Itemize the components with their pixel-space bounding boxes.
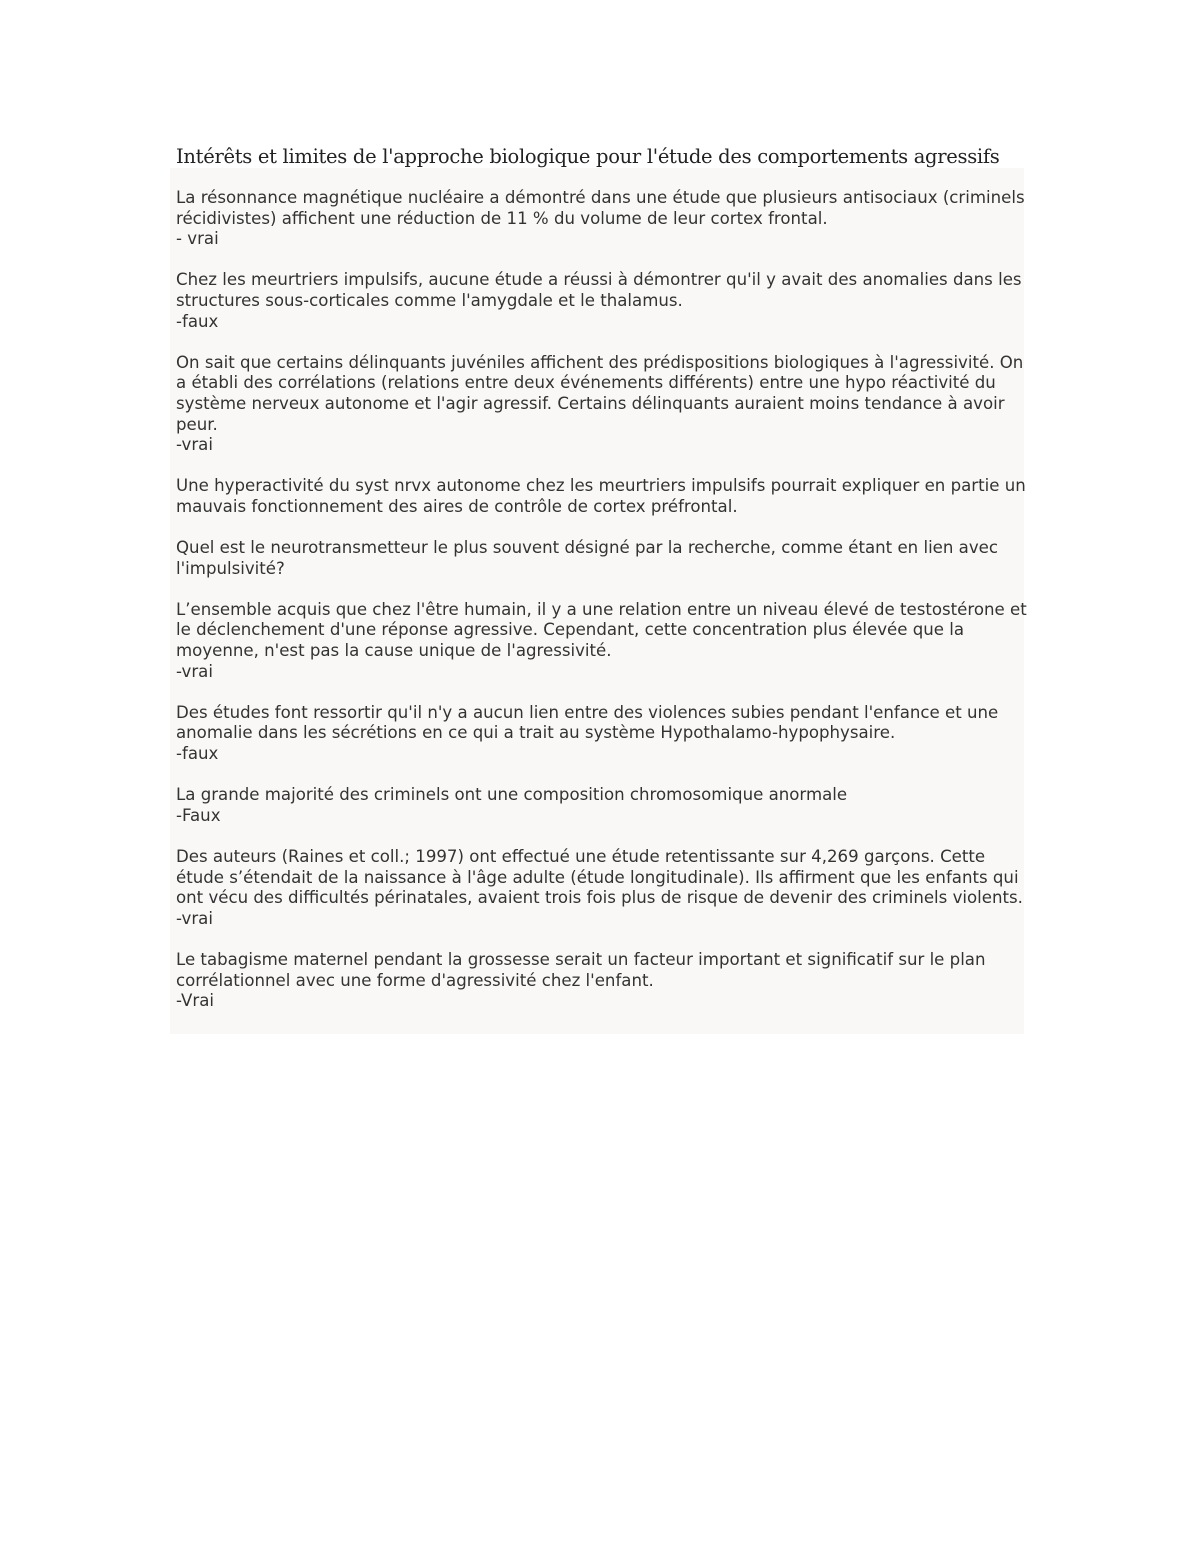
- question-text: L’ensemble acquis que chez l'être humain, il y a une relation entre un niveau élevé de testostérone et le déclenchement d'une réponse agressive. Cependant, cette concentration plus élevée que la moyenne, n'est pas la cause unique de l'agressivité.: [176, 599, 1027, 661]
- answer-text: -vrai: [176, 908, 213, 928]
- answer-text: -Vrai: [176, 991, 214, 1011]
- qa-item-6: [176, 600, 1028, 682]
- question-text: La grande majorité des criminels ont une composition chromosomique anormale: [176, 785, 848, 805]
- answer-text: -vrai: [176, 661, 213, 681]
- qa-item-2: [176, 270, 1028, 332]
- qa-item-8: [176, 785, 1028, 826]
- qa-item-1: [176, 188, 1028, 250]
- question-text: Quel est le neurotransmetteur le plus souvent désigné par la recherche, comme étant en lien avec l'impulsivité?: [176, 538, 999, 578]
- document-title: Intérêts et limites de l'approche biologique pour l'étude des comportements agressifs: [176, 145, 1000, 168]
- qa-item-9: [176, 847, 1028, 929]
- answer-text: -vrai: [176, 435, 213, 455]
- question-text: Des études font ressortir qu'il n'y a aucun lien entre des violences subies pendant l'enfance et une anomalie dans les sécrétions en ce qui a trait au système Hypothalamo-hypophysaire.: [176, 702, 999, 743]
- question-text: Chez les meurtriers impulsifs, aucune étude a réussi à démontrer qu'il y avait des anomalies dans les structures sous-corticales comme l'amygdale et le thalamus.: [176, 270, 1022, 310]
- question-text: Une hyperactivité du syst nrvx autonome chez les meurtriers impulsifs pourrait expliquer en partie un mauvais fonctionnement des aires de contrôle de cortex préfrontal.: [176, 476, 1026, 516]
- qa-item-5: [176, 538, 1028, 579]
- qa-list: [176, 188, 1028, 1032]
- answer-text: -faux: [176, 311, 219, 331]
- question-text: Le tabagisme maternel pendant la grossesse serait un facteur important et significatif sur le plan corrélationnel avec une forme d'agressivité chez l'enfant.: [176, 949, 986, 990]
- question-text: Des auteurs (Raines et coll.; 1997) ont effectué une étude retentissante sur 4,269 garçons. Cette étude s’étendait de la naissance à l'âge adulte (étude longitudinale). Ils affirment que les enfants qui ont vécu des difficultés périnatales, avaient trois fois plus de risque de devenir des criminels violents.: [176, 847, 1023, 908]
- answer-text: - vrai: [176, 229, 219, 249]
- qa-item-4: [176, 476, 1028, 517]
- answer-text: -Faux: [176, 805, 221, 825]
- qa-item-10: [176, 950, 1028, 1012]
- qa-item-3: [176, 353, 1028, 456]
- question-text: La résonnance magnétique nucléaire a démontré dans une étude que plusieurs antisociaux (criminels récidivistes) affichent une réduction de 11 % du volume de leur cortex frontal.: [176, 188, 1025, 228]
- question-text: On sait que certains délinquants juvéniles affichent des prédispositions biologiques à l'agressivité. On a établi des corrélations (relations entre deux événements différents) entre une hypo réactivité du système nerveux autonome et l'agir agressif. Certains délinquants auraient moins tendance à avoir peur.: [176, 352, 1024, 434]
- answer-text: -faux: [176, 744, 219, 764]
- qa-item-7: [176, 703, 1028, 765]
